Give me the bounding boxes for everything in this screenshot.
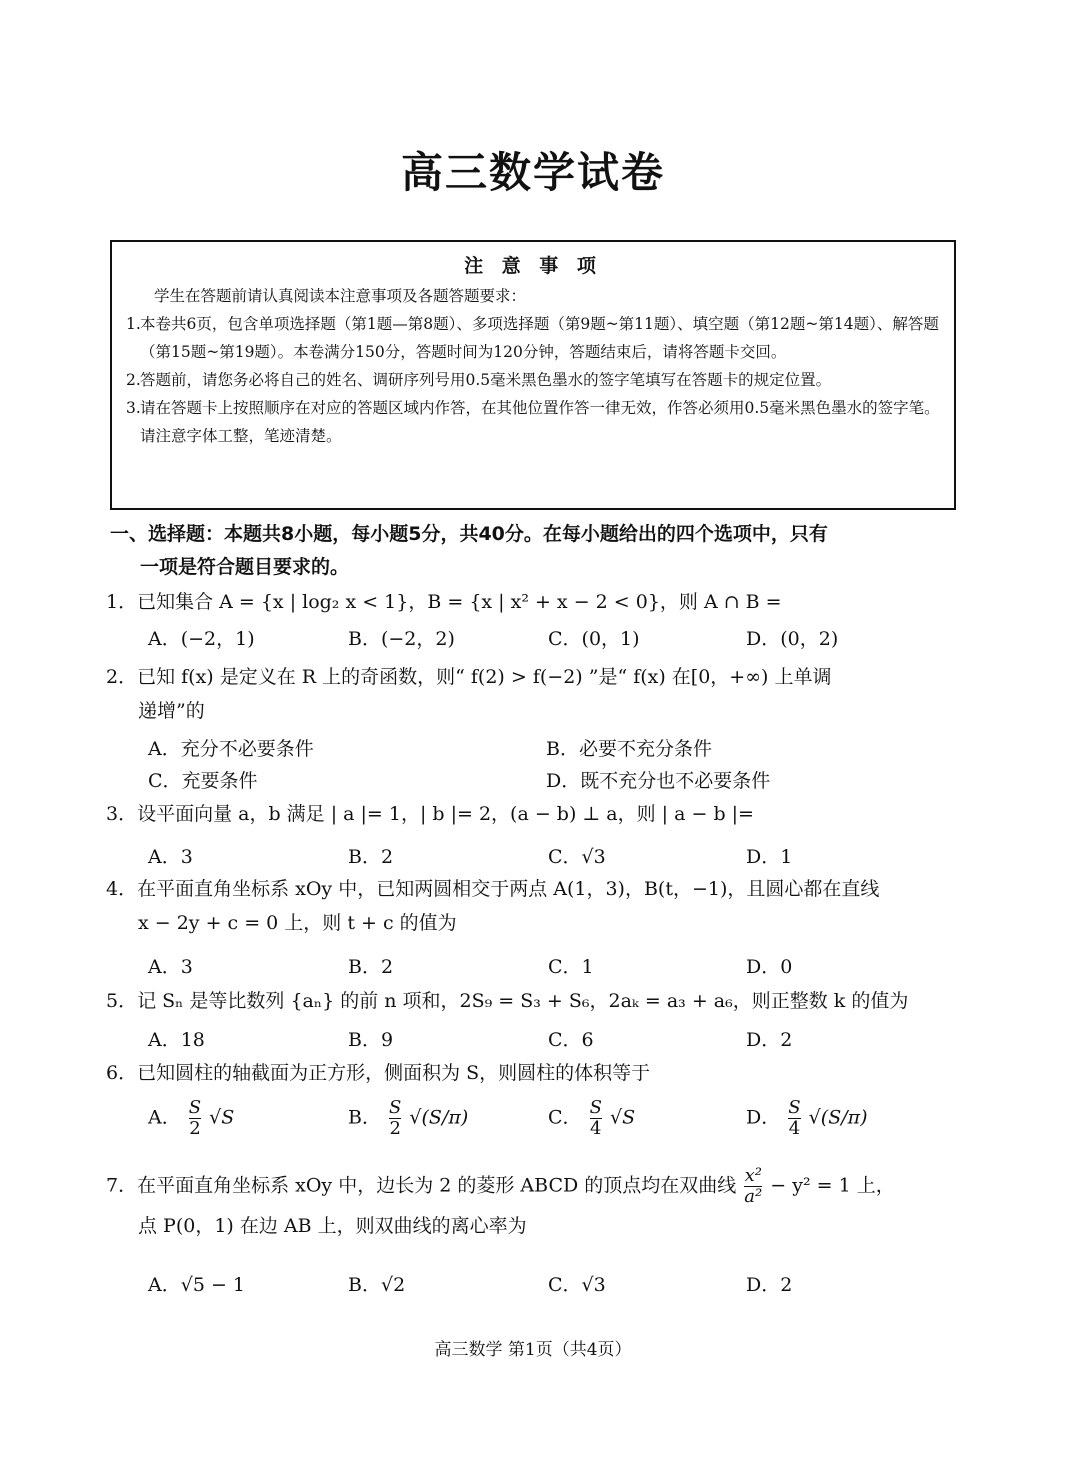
fraction bbox=[590, 1098, 602, 1139]
option-d: D．2 bbox=[746, 1274, 793, 1296]
question-4 bbox=[106, 872, 966, 940]
fraction-numerator: S bbox=[788, 1097, 801, 1118]
option-b: B．9 bbox=[348, 1029, 394, 1051]
option-a: A．18 bbox=[148, 1029, 205, 1051]
notice-item-number: 1. bbox=[126, 315, 141, 333]
option-c bbox=[548, 1098, 635, 1139]
option-d: D．既不充分也不必要条件 bbox=[546, 770, 771, 792]
option-c: C．√3 bbox=[548, 1274, 606, 1296]
fraction-denominator: 4 bbox=[788, 1118, 801, 1139]
fraction bbox=[389, 1098, 401, 1139]
fraction-denominator: 2 bbox=[189, 1118, 201, 1139]
question-stem: 6．已知圆柱的轴截面为正方形，侧面积为 S，则圆柱的体积等于 bbox=[106, 1062, 651, 1084]
notice-item-text: 请在答题卡上按照顺序在对应的答题区域内作答，在其他位置作答一律无效，作答必须用0.5毫米黑色墨水的签字笔。请注意字体工整，笔迹清楚。 bbox=[140, 399, 940, 445]
question-1 bbox=[106, 585, 966, 619]
option-c: C．充要条件 bbox=[148, 770, 258, 792]
question-stem-continued: 递增”的 bbox=[138, 700, 205, 722]
fraction bbox=[744, 1166, 762, 1207]
radical: √(S/π) bbox=[409, 1106, 469, 1129]
notice-item-number: 3. bbox=[126, 399, 141, 417]
option-a: A．√5 − 1 bbox=[148, 1274, 246, 1296]
fraction-denominator: 4 bbox=[590, 1118, 602, 1139]
option-d: D．(0，2) bbox=[746, 628, 839, 650]
option-b: B．√2 bbox=[348, 1274, 406, 1296]
question-6 bbox=[106, 1056, 966, 1090]
option-d: D．0 bbox=[746, 956, 793, 978]
question-stem-part: − y² = 1 上， bbox=[770, 1174, 895, 1197]
question-stem: 4．在平面直角坐标系 xOy 中，已知两圆相交于两点 A(1，3)，B(t，−1)，且圆心都在直线 bbox=[106, 878, 880, 900]
option-a: A．(−2，1) bbox=[148, 628, 255, 650]
notice-item-text: 答题前，请您务必将自己的姓名、调研序列号用0.5毫米黑色墨水的签字笔填写在答题卡的规定位置。 bbox=[140, 371, 832, 389]
question-stem-continued: 点 P(0，1) 在边 AB 上，则双曲线的离心率为 bbox=[138, 1215, 527, 1237]
question-5 bbox=[106, 984, 966, 1018]
option-b: B．2 bbox=[348, 956, 394, 978]
option-label: C． bbox=[548, 1106, 582, 1129]
question-stem bbox=[106, 1166, 966, 1207]
radical: √(S/π) bbox=[808, 1106, 868, 1129]
question-3 bbox=[106, 797, 966, 831]
question-stem: 5．记 Sₙ 是等比数列 {aₙ} 的前 n 项和，2S₉ = S₃ + S₆，2aₖ = a₃ + a₆，则正整数 k 的值为 bbox=[106, 990, 909, 1012]
question-7 bbox=[106, 1166, 966, 1243]
question-stem: 1．已知集合 A = {x | log₂ x < 1}，B = {x | x² + x − 2 < 0}，则 A ∩ B = bbox=[106, 591, 782, 613]
option-a: A．3 bbox=[148, 846, 193, 868]
option-a: A．充分不必要条件 bbox=[148, 738, 314, 760]
option-c: C．1 bbox=[548, 956, 594, 978]
option-label: A． bbox=[148, 1106, 181, 1129]
notice-item-text: 本卷共6页，包含单项选择题（第1题—第8题）、多项选择题（第9题~第11题）、填空题（第12题~第14题）、解答题（第15题~第19题）。本卷满分150分，答题时间为120分钟，答题结束后，请将答题卡交回。 bbox=[140, 315, 939, 361]
page-footer: 高三数学 第1页（共4页） bbox=[434, 1340, 632, 1360]
question-stem: 3．设平面向量 a，b 满足 | a |= 1，| b |= 2，(a − b) ⊥ a，则 | a − b |= bbox=[106, 803, 754, 825]
notice-heading: 注 意 事 项 bbox=[464, 255, 602, 277]
notice-item bbox=[126, 310, 940, 366]
option-b bbox=[348, 1098, 468, 1139]
option-c: C．6 bbox=[548, 1029, 594, 1051]
fraction-numerator: S bbox=[188, 1097, 202, 1118]
question-stem-part: 7．在平面直角坐标系 xOy 中，边长为 2 的菱形 ABCD 的顶点均在双曲线 bbox=[106, 1174, 737, 1197]
option-c: C．(0，1) bbox=[548, 628, 640, 650]
section-heading-line2: 一项是符合题目要求的。 bbox=[140, 556, 350, 578]
notice-box bbox=[110, 240, 956, 510]
fraction bbox=[788, 1098, 800, 1139]
notice-item bbox=[126, 394, 940, 450]
notice-item-number: 2. bbox=[126, 371, 141, 389]
option-c: C．√3 bbox=[548, 846, 606, 868]
fraction bbox=[189, 1098, 201, 1139]
option-a: A．3 bbox=[148, 956, 193, 978]
page-title: 高三数学试卷 bbox=[400, 148, 665, 197]
option-b: B．(−2，2) bbox=[348, 628, 455, 650]
option-label: D． bbox=[746, 1106, 781, 1129]
radical: √S bbox=[609, 1106, 636, 1129]
fraction-numerator: x² bbox=[744, 1165, 762, 1186]
option-label: B． bbox=[348, 1106, 381, 1129]
option-b: B．必要不充分条件 bbox=[546, 738, 712, 760]
radical: √S bbox=[209, 1106, 235, 1129]
option-d bbox=[746, 1098, 868, 1139]
option-b: B．2 bbox=[348, 846, 394, 868]
fraction-denominator: 2 bbox=[389, 1118, 401, 1139]
fraction-numerator: S bbox=[589, 1097, 602, 1118]
option-d: D．2 bbox=[746, 1029, 793, 1051]
notice-item bbox=[126, 366, 940, 394]
notice-intro: 学生在答题前请认真阅读本注意事项及各题答题要求： bbox=[154, 287, 527, 305]
option-d: D．1 bbox=[746, 846, 793, 868]
option-a bbox=[148, 1098, 234, 1139]
question-stem-continued: x − 2y + c = 0 上，则 t + c 的值为 bbox=[138, 912, 457, 934]
question-stem: 2．已知 f(x) 是定义在 R 上的奇函数，则“ f(2) > f(−2) ”是“ f(x) 在[0，+∞) 上单调 bbox=[106, 666, 832, 688]
section-heading bbox=[110, 518, 960, 584]
fraction-numerator: S bbox=[389, 1097, 402, 1118]
question-2 bbox=[106, 660, 966, 728]
fraction-denominator: a² bbox=[744, 1186, 763, 1207]
section-heading-line1: 一、选择题：本题共8小题，每小题5分，共40分。在每小题给出的四个选项中，只有 bbox=[110, 523, 828, 545]
